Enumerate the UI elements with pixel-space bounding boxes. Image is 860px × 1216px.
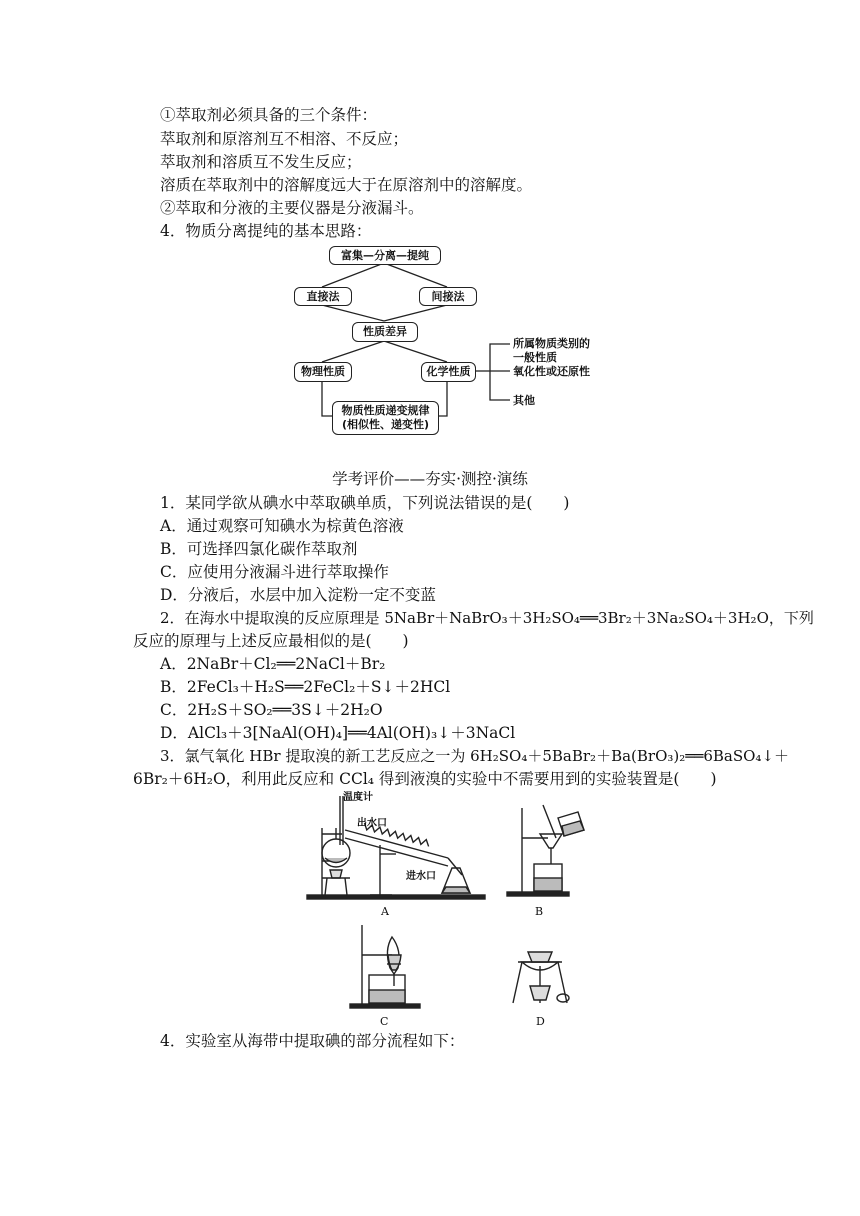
intro-line-3: 萃取剂和溶质互不发生反应；	[160, 153, 362, 171]
q2-stem-line1: 2．在海水中提取溴的反应原理是 5NaBr＋NaBrO₃＋3H₂SO₄══3Br₂＋3Na₂SO₄＋3H₂O，下列	[160, 609, 814, 627]
caption-d: D	[536, 1015, 545, 1028]
intro-line-1: ①萃取剂必须具备的三个条件：	[160, 106, 378, 124]
q1-option-d: D．分液后，水层中加入淀粉一定不变蓝	[160, 586, 436, 604]
diagram-law-line1: 物质性质递变规律	[341, 404, 430, 417]
q1-option-a: A．通过观察可知碘水为棕黄色溶液	[160, 517, 404, 535]
apparatus-d-tripod	[513, 962, 522, 1003]
q1-stem: 1．某同学欲从碘水中萃取碘单质，下列说法错误的是( )	[160, 494, 570, 512]
apparatus-c-base	[350, 1004, 420, 1008]
intro-line-4: 溶质在萃取剂中的溶解度远大于在原溶剂中的溶解度。	[160, 176, 533, 194]
diagram-side-3: 其他	[513, 394, 535, 407]
apparatus-a-burner-flame	[330, 870, 342, 878]
label-water-in: 进水口	[406, 871, 436, 882]
q2-option-c: C．2H₂S＋SO₂══3S↓＋2H₂O	[160, 701, 383, 719]
apparatus-b-glass-rod	[543, 805, 556, 838]
label-water-out: 出水口	[357, 818, 387, 829]
intro-line-5: ②萃取和分液的主要仪器是分液漏斗。	[160, 199, 424, 217]
diagram-diff-box: 性质差异	[352, 322, 418, 342]
q3-stem-line1: 3．氯气氧化 HBr 提取溴的新工艺反应之一为 6H₂SO₄＋5BaBr₂＋Ba(BrO₃)₂══6BaSO₄↓＋	[160, 747, 789, 765]
caption-c: C	[380, 1015, 389, 1028]
q2-option-d: D．AlCl₃＋3[NaAl(OH)₄]══4Al(OH)₃↓＋3NaCl	[160, 724, 516, 742]
diagram-side-2: 氧化性或还原性	[513, 365, 590, 378]
diagram-top-box: 富集—分离—提纯	[329, 246, 441, 265]
label-thermometer: 温度计	[343, 792, 373, 803]
apparatus-b-base	[507, 892, 569, 896]
q2-stem-line2: 反应的原理与上述反应最相似的是( )	[133, 632, 409, 650]
q4-stem: 4．实验室从海带中提取碘的部分流程如下：	[160, 1032, 465, 1050]
intro-line-6: 4．物质分离提纯的基本思路：	[160, 222, 372, 240]
diagram-law-line2: (相似性、递变性)	[341, 418, 430, 431]
apparatus-b-funnel	[540, 834, 562, 848]
caption-b: B	[535, 905, 544, 918]
q1-option-c: C．应使用分液漏斗进行萃取操作	[160, 563, 389, 581]
diagram-direct-box: 直接法	[294, 287, 352, 306]
q1-option-b: B．可选择四氯化碳作萃取剂	[160, 540, 358, 558]
diagram-side-1-line1: 所属物质类别的	[513, 337, 590, 350]
q3-stem-line2: 6Br₂＋6H₂O，利用此反应和 CCl₄ 得到液溴的实验中不需要用到的实验装置是( )	[133, 770, 717, 788]
section-title: 学考评价——夯实·测控·演练	[332, 470, 528, 488]
q2-option-a: A．2NaBr＋Cl₂══2NaCl＋Br₂	[160, 655, 386, 673]
intro-line-2: 萃取剂和原溶剂互不相溶、不反应；	[160, 130, 409, 148]
diagram-physical-box: 物理性质	[294, 362, 352, 382]
diagram-indirect-box: 间接法	[419, 287, 477, 306]
apparatus-a-base	[307, 895, 485, 899]
diagram-chemical-box: 化学性质	[421, 362, 476, 382]
diagram-side-1-line2: 一般性质	[513, 351, 557, 364]
apparatus-d-burner	[530, 986, 550, 1000]
q2-option-b: B．2FeCl₃＋H₂S══2FeCl₂＋S↓＋2HCl	[160, 678, 451, 696]
caption-a: A	[381, 905, 389, 918]
